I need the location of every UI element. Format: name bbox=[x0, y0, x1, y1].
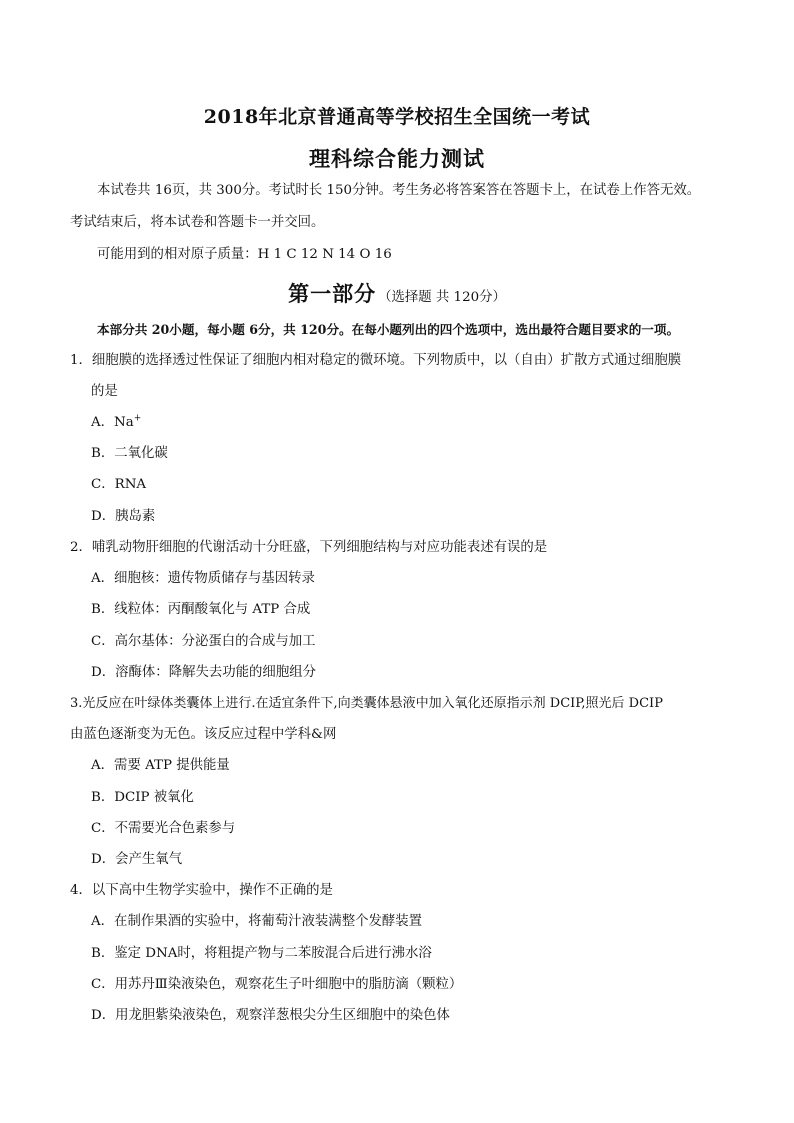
part-one-note: （选择题 共 120分） bbox=[378, 290, 506, 305]
question-4-stem: 4．以下高中生物学实验中，操作不正确的是 bbox=[70, 883, 333, 898]
question-3-option-b: B．DCIP 被氧化 bbox=[91, 790, 194, 805]
question-4-option-c: C．用苏丹Ⅲ染液染色，观察花生子叶细胞中的脂肪滴（颗粒） bbox=[91, 977, 463, 992]
instruction-line-2: 考试结束后，将本试卷和答题卡一并交回。 bbox=[70, 215, 325, 230]
part-one-description: 本部分共 20小题，每小题 6分，共 120分。在每小题列出的四个选项中，选出最符合题目要求的一项。 bbox=[97, 322, 680, 337]
question-1-option-b: B．二氧化碳 bbox=[91, 446, 168, 461]
question-4-option-a: A．在制作果酒的实验中，将葡萄汁液装满整个发酵装置 bbox=[91, 914, 423, 929]
instruction-line-1: 本试卷共 16页，共 300分。考试时长 150分钟。考生务必将答案答在答题卡上，在试卷上作答无效。 bbox=[97, 183, 701, 198]
superscript: + bbox=[133, 413, 142, 424]
question-1-stem: 1．细胞膜的选择透过性保证了细胞内相对稳定的微环境。下列物质中，以（自由）扩散方式通过细胞膜 bbox=[70, 353, 682, 368]
exam-title: 2018年北京普通高等学校招生全国统一考试 bbox=[203, 106, 591, 128]
exam-subtitle: 理科综合能力测试 bbox=[309, 146, 485, 171]
question-2-option-a: A．细胞核：遗传物质储存与基因转录 bbox=[91, 571, 315, 586]
question-3-stem-cont: 由蓝色逐渐变为无色。该反应过程中学科&网 bbox=[70, 727, 337, 742]
question-3-option-a: A．需要 ATP 提供能量 bbox=[91, 758, 230, 773]
part-one-title: 第一部分 bbox=[288, 281, 377, 306]
question-3-option-c: C．不需要光合色素参与 bbox=[91, 821, 236, 836]
question-3-stem: 3.光反应在叶绿体类囊体上进行.在适宜条件下,向类囊体悬液中加入氧化还原指示剂 DCIP,照光后 DCIP bbox=[70, 696, 663, 711]
question-4-option-b: B．鉴定 DNA时，将粗提产物与二苯胺混合后进行沸水浴 bbox=[91, 946, 432, 961]
question-2-option-c: C．高尔基体：分泌蛋白的合成与加工 bbox=[91, 634, 316, 649]
question-4-option-d: D．用龙胆紫染液染色，观察洋葱根尖分生区细胞中的染色体 bbox=[91, 1008, 450, 1023]
question-1-option-a bbox=[91, 413, 141, 433]
question-1-option-d: D．胰岛素 bbox=[91, 509, 156, 524]
question-1-stem-cont: 的是 bbox=[91, 384, 118, 399]
question-3-option-d: D．会产生氧气 bbox=[91, 852, 183, 867]
question-2-stem: 2．哺乳动物肝细胞的代谢活动十分旺盛，下列细胞结构与对应功能表述有误的是 bbox=[70, 540, 548, 555]
option-text: A．Na bbox=[91, 415, 134, 430]
question-2-option-b: B．线粒体：丙酮酸氧化与 ATP 合成 bbox=[91, 602, 311, 617]
question-2-option-d: D．溶酶体：降解失去功能的细胞组分 bbox=[91, 665, 316, 680]
question-1-option-c: C．RNA bbox=[91, 477, 147, 492]
atomic-mass-line: 可能用到的相对原子质量：H 1 C 12 N 14 O 16 bbox=[97, 247, 392, 262]
part-one-heading bbox=[0, 278, 794, 308]
